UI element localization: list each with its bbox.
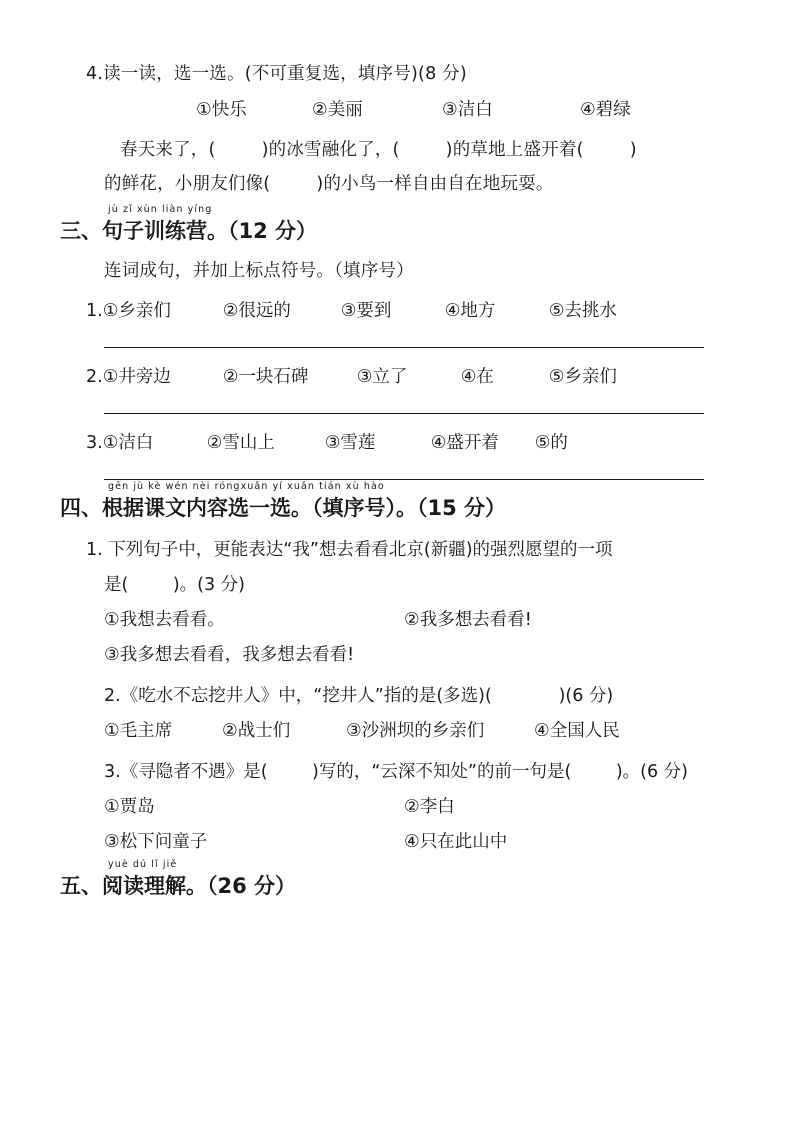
section-4-q2-choice-2: ②战士们 bbox=[222, 720, 291, 741]
exercise4-prompt: 4.读一读，选一选。(不可重复选，填序号)(8 分) bbox=[86, 64, 467, 84]
section-3-item-2-num: 2. bbox=[86, 367, 103, 388]
section-3-item-3-part-5: ⑤的 bbox=[534, 433, 568, 454]
exercise4-passage-line1: 春天来了，( )的冰雪融化了，( )的草地上盛开着( ) bbox=[120, 140, 637, 161]
section-3-item-3-part-3: ③雪莲 bbox=[324, 433, 376, 454]
section-3-item-2-part-5: ⑤乡亲们 bbox=[548, 367, 617, 388]
section-5-heading bbox=[60, 858, 740, 900]
section-4-q3-option-b: ②李白 bbox=[404, 796, 455, 817]
section-4-q1-line1: 1. 下列句子中，更能表达“我”想去看看北京(新疆)的强烈愿望的一项 bbox=[86, 539, 613, 560]
section-3-item-1-num: 1. bbox=[86, 301, 103, 322]
section-3-item-1-part-4: ④地方 bbox=[444, 301, 496, 322]
section-4-heading bbox=[60, 481, 740, 522]
section-4-pinyin: gēn jù kè wén nèi róngxuǎn yí xuǎn tián xù hào bbox=[108, 481, 385, 493]
section-3-item-2-part-3: ③立了 bbox=[356, 367, 408, 388]
section-4-q3-option-c: ③松下问童子 bbox=[104, 831, 208, 852]
section-4-q3-option-d: ④只在此山中 bbox=[404, 831, 508, 852]
section-4-q3-line: 3.《寻隐者不遇》是( )写的，“云深不知处”的前一句是( )。(6 分) bbox=[104, 761, 688, 782]
answer-blank-3[interactable] bbox=[104, 479, 704, 480]
section-4-q2-choice-3: ③沙洲坝的乡亲们 bbox=[346, 720, 485, 741]
section-3-heading bbox=[60, 203, 740, 245]
section-4-q3-option-a: ①贾岛 bbox=[104, 796, 155, 817]
section-4-q2-options bbox=[60, 714, 740, 749]
section-3-item-3-part-4: ④盛开着 bbox=[430, 433, 499, 454]
section-3-item-1-part-3: ③要到 bbox=[340, 301, 392, 322]
section-4-q1-option-b: ②我多想去看看! bbox=[404, 609, 532, 630]
section-3-item-3-part-2: ②雪山上 bbox=[206, 433, 275, 454]
section-4-q1-options-row1 bbox=[60, 603, 740, 638]
section-3-item-1-part-5: ⑤去挑水 bbox=[548, 301, 617, 322]
section-5-pinyin: yuè dú lǐ jiě bbox=[108, 858, 178, 870]
exercise4-choice-2: ②美丽 bbox=[312, 100, 363, 121]
section-3-item-1 bbox=[60, 294, 740, 329]
section-3-item-3 bbox=[60, 426, 740, 461]
section-4-q3-options-row1 bbox=[60, 790, 740, 825]
section-3-item-2 bbox=[60, 360, 740, 395]
exercise4-choices bbox=[60, 93, 740, 128]
section-4-q1-line2: 是( )。(3 分) bbox=[104, 574, 246, 595]
section-4-q3-options-row2 bbox=[60, 825, 740, 860]
section-4-q1-option-a: ①我想去看看。 bbox=[104, 609, 225, 630]
section-4-title: 四、根据课文内容选一选。（填序号）。（15 分） bbox=[60, 496, 507, 521]
section-3-item-1-part-2: ②很远的 bbox=[222, 301, 291, 322]
section-4-q2-line: 2.《吃水不忘挖井人》中，“挖井人”指的是(多选)( )(6 分) bbox=[104, 685, 614, 706]
worksheet-content bbox=[60, 58, 740, 904]
section-3-title: 三、句子训练营。（12 分） bbox=[60, 218, 318, 243]
exercise4-choice-4: ④碧绿 bbox=[580, 100, 631, 121]
section-3-instruction: 连词成句，并加上标点符号。（填序号） bbox=[104, 261, 414, 282]
answer-blank-1[interactable] bbox=[104, 347, 704, 348]
section-3-item-2-part-4: ④在 bbox=[460, 367, 494, 388]
section-4-q1-option-c: ③我多想去看看，我多想去看看! bbox=[104, 644, 355, 665]
exercise4-choice-3: ③洁白 bbox=[442, 100, 493, 121]
section-4-q2-choice-1: ①毛主席 bbox=[104, 720, 173, 741]
section-3-item-3-part-1: ①洁白 bbox=[102, 433, 154, 454]
section-4-q2-choice-4: ④全国人民 bbox=[534, 720, 620, 741]
section-3-pinyin: jù zǐ xùn liàn yíng bbox=[108, 203, 213, 215]
section-5-title: 五、阅读理解。（26 分） bbox=[60, 873, 297, 898]
exercise4-passage-line2: 的鲜花，小朋友们像( )的小鸟一样自由自在地玩耍。 bbox=[104, 173, 554, 194]
section-3-item-2-part-1: ①井旁边 bbox=[102, 367, 171, 388]
section-3-item-3-num: 3. bbox=[86, 433, 103, 454]
section-3-item-2-part-2: ②一块石碑 bbox=[222, 367, 309, 388]
exercise4-choice-1: ①快乐 bbox=[196, 100, 247, 121]
section-3-item-1-part-1: ①乡亲们 bbox=[102, 301, 171, 322]
answer-blank-2[interactable] bbox=[104, 413, 704, 414]
